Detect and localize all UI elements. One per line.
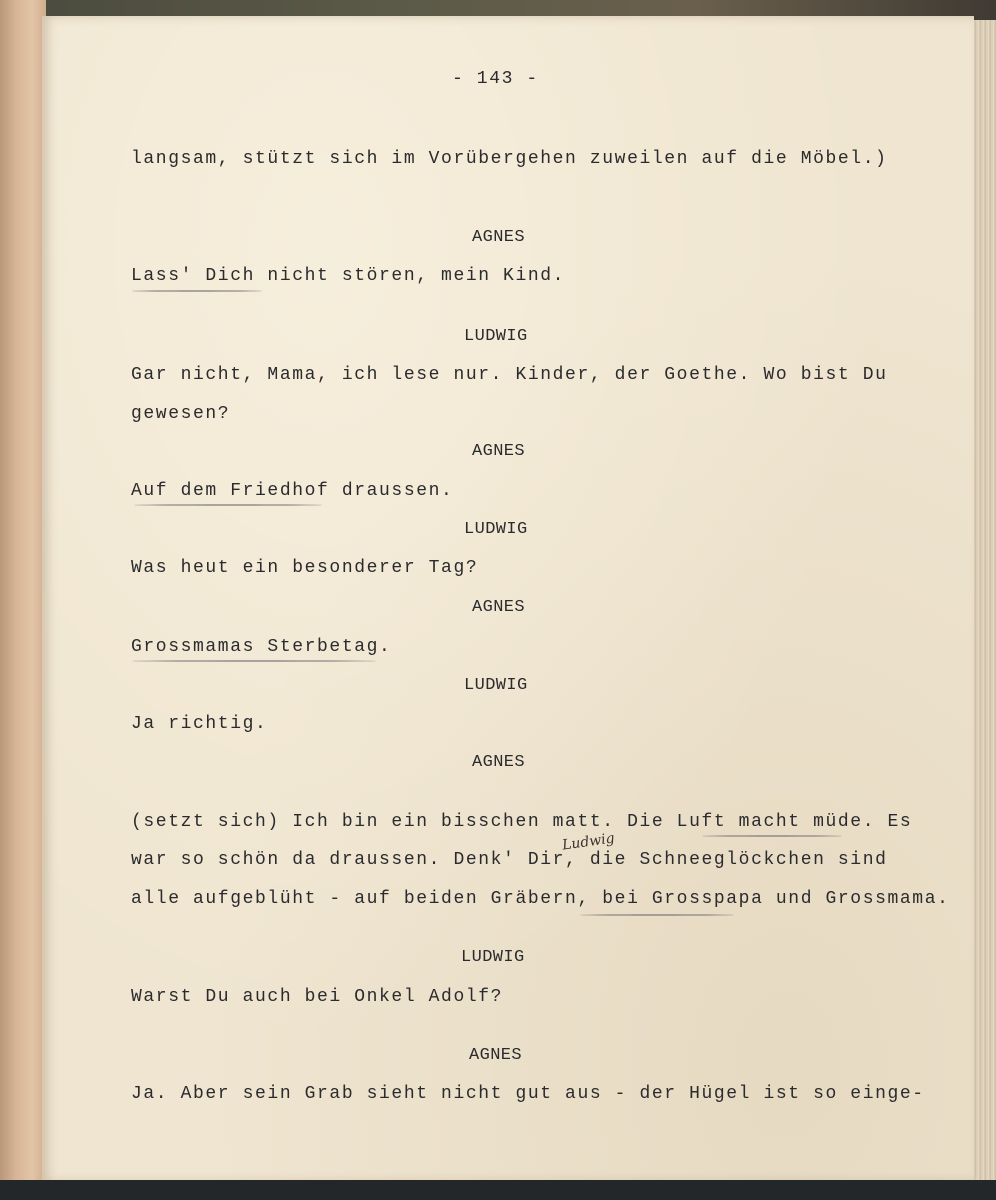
speaker-ludwig: LUDWIG [464, 520, 528, 539]
dialogue-line: Auf dem Friedhof draussen. [131, 481, 454, 501]
speaker-ludwig: LUDWIG [464, 327, 528, 346]
stage-direction-line: langsam, stützt sich im Vorübergehen zuweilen auf die Möbel.) [131, 149, 888, 169]
dialogue-line: Ja. Aber sein Grab sieht nicht gut aus - der Hügel ist so einge- [131, 1084, 925, 1104]
dialogue-line: Gar nicht, Mama, ich lese nur. Kinder, der Goethe. Wo bist Du [131, 365, 888, 385]
speaker-agnes: AGNES [472, 442, 526, 461]
speaker-ludwig: LUDWIG [464, 676, 528, 695]
dialogue-line: Grossmamas Sterbetag. [131, 637, 392, 657]
book-spine [0, 0, 46, 1200]
pencil-underline [132, 290, 262, 292]
speaker-agnes: AGNES [472, 228, 526, 247]
pencil-underline [132, 660, 376, 662]
page-stack-edges [972, 20, 996, 1188]
dialogue-line: (setzt sich) Ich bin ein bisschen matt. Die Luft macht müde. Es [131, 812, 913, 832]
typewritten-page [42, 16, 974, 1182]
dialogue-line: alle aufgeblüht - auf beiden Gräbern, bei Grosspapa und Grossmama. [131, 889, 950, 909]
dialogue-line: war so schön da draussen. Denk' Dir, die Schneeglöckchen sind [131, 850, 888, 870]
speaker-agnes: AGNES [469, 1046, 523, 1065]
dialogue-line: Ja richtig. [131, 714, 268, 734]
page-number: - 143 - [452, 69, 539, 89]
speaker-agnes: AGNES [472, 598, 526, 617]
dialogue-line: Warst Du auch bei Onkel Adolf? [131, 987, 504, 1007]
background-bottom [0, 1180, 996, 1200]
pencil-underline [134, 504, 322, 506]
pencil-underline [580, 914, 734, 916]
pencil-underline [702, 835, 842, 837]
dialogue-line: gewesen? [131, 404, 231, 424]
speaker-ludwig: LUDWIG [461, 948, 525, 967]
speaker-agnes: AGNES [472, 753, 526, 772]
dialogue-line: Was heut ein besonderer Tag? [131, 558, 479, 578]
dialogue-line: Lass' Dich nicht stören, mein Kind. [131, 266, 566, 286]
handwritten-annotation: Ludwig [561, 830, 616, 854]
